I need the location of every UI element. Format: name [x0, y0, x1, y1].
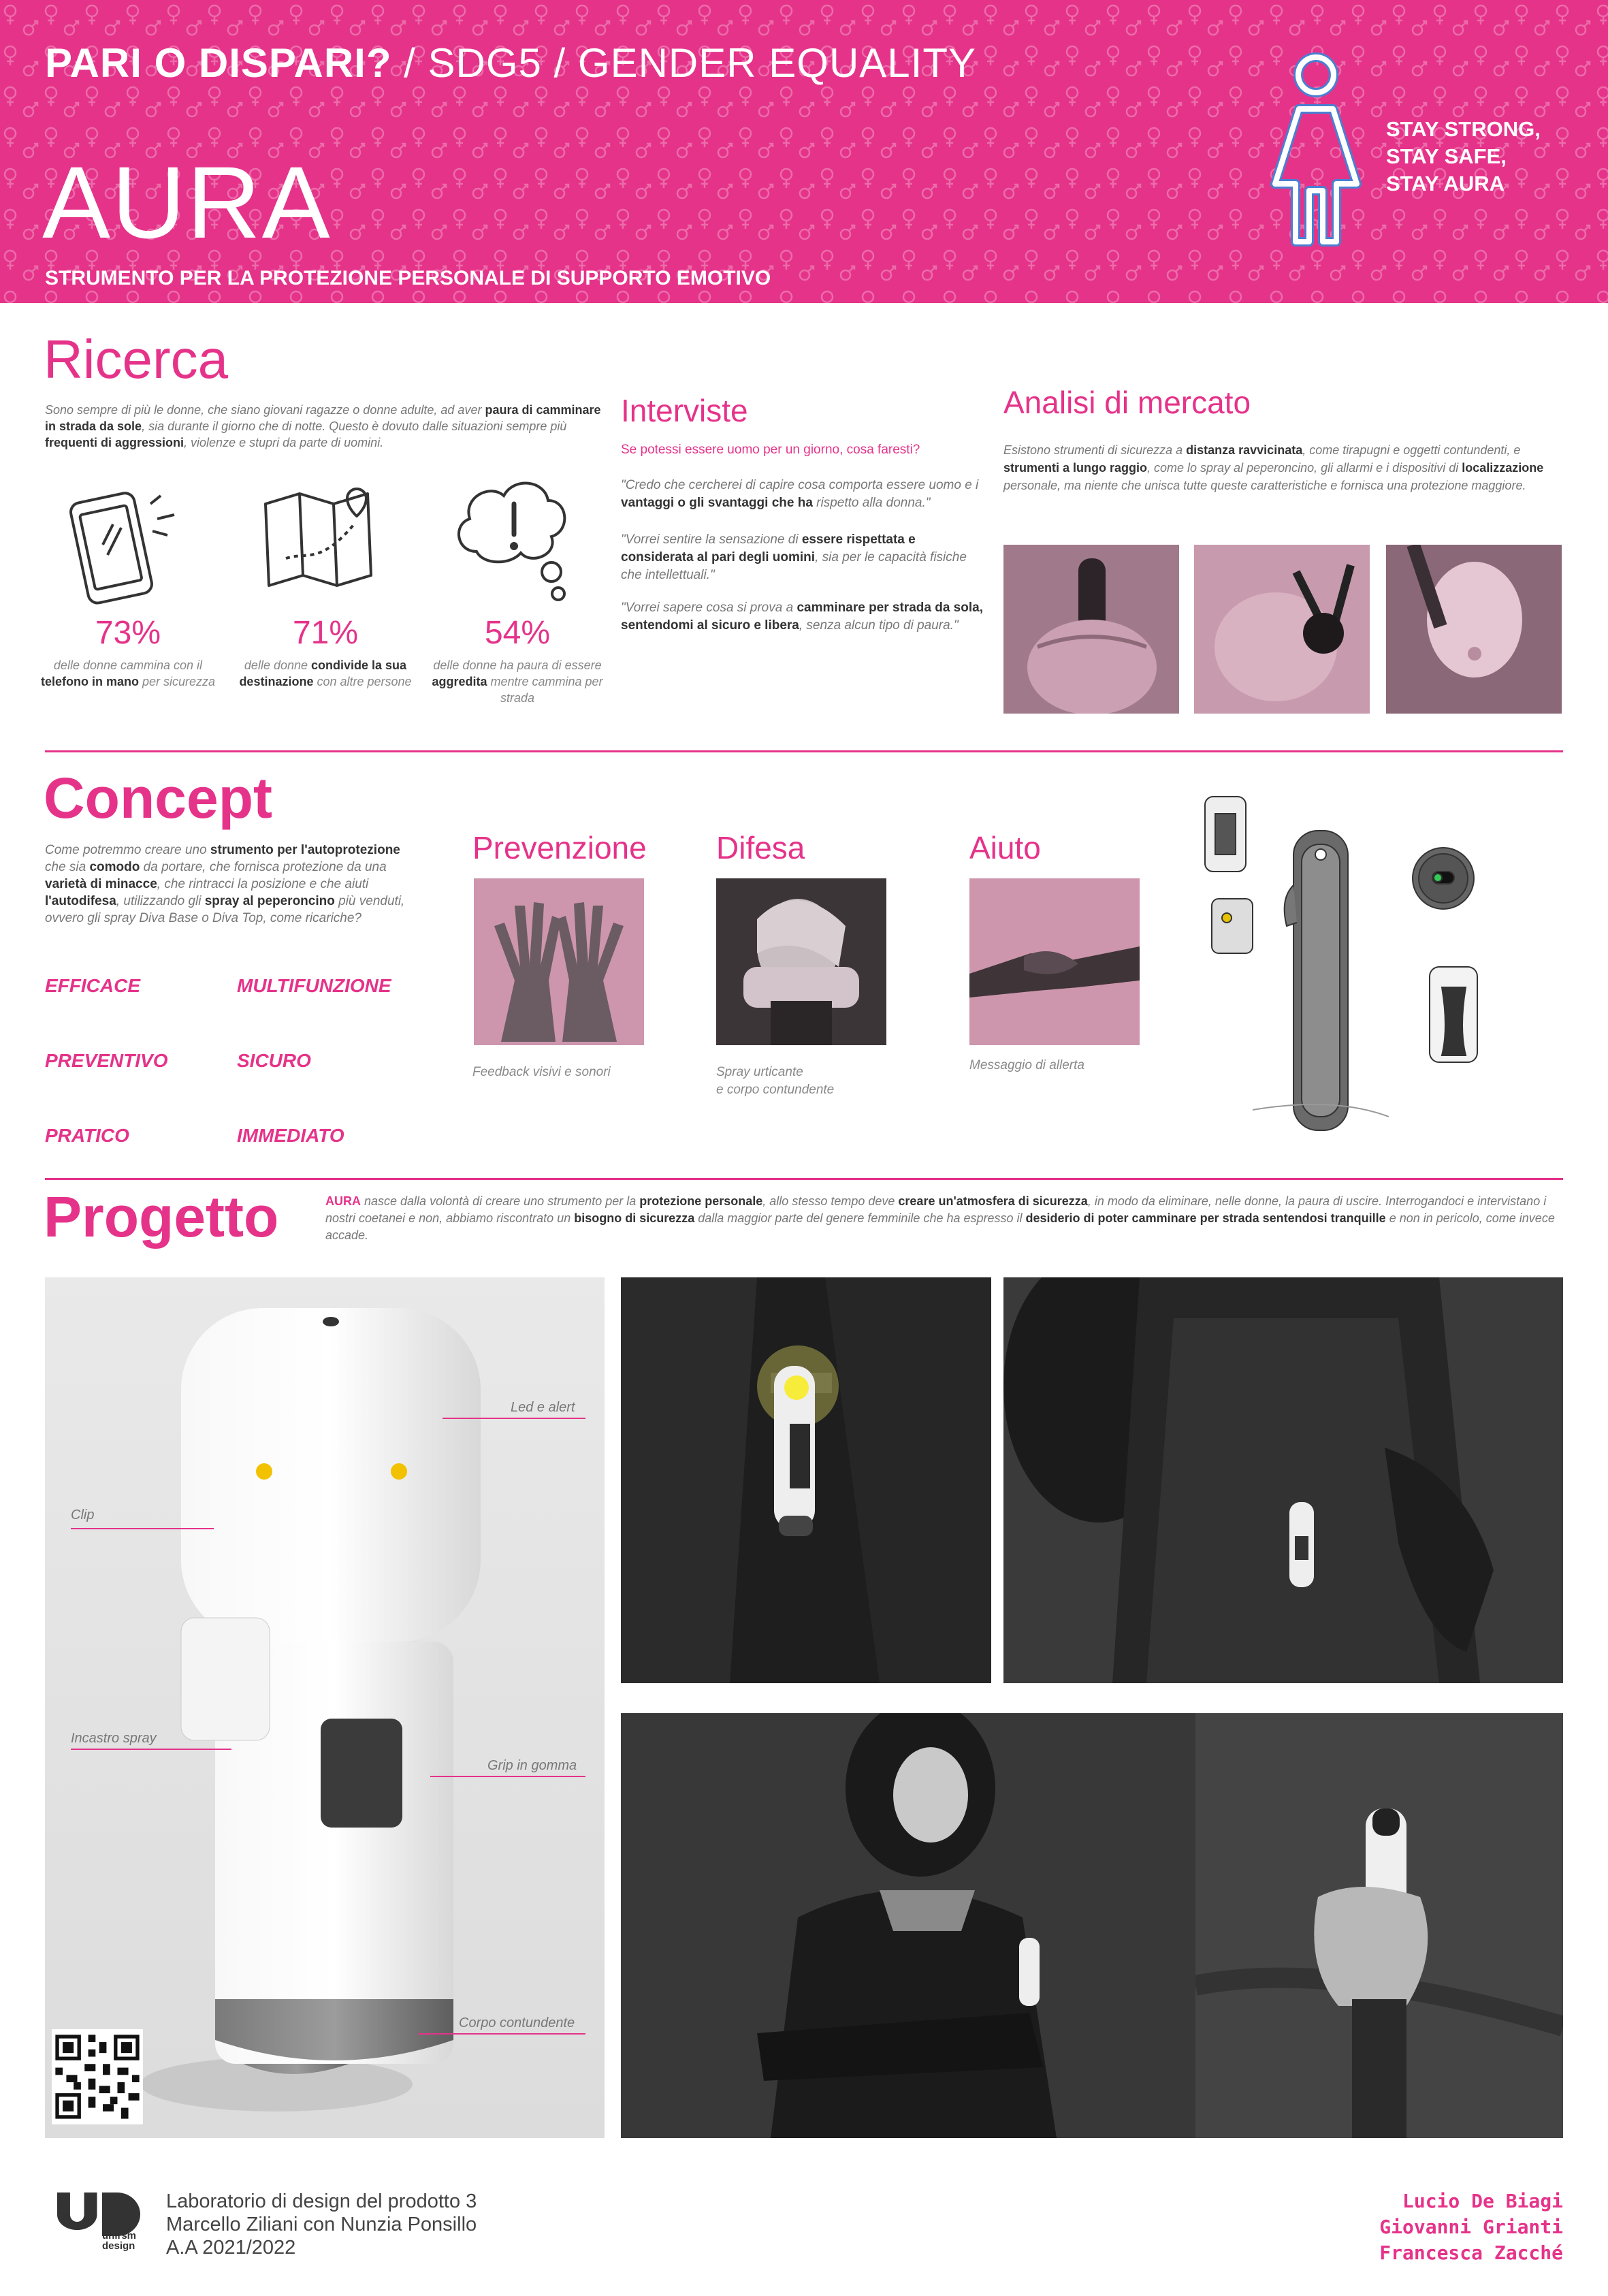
label-corpo: Corpo contundente [459, 2015, 575, 2030]
product-sketch [1185, 783, 1566, 1137]
pillar-title-difesa: Difesa [716, 830, 805, 865]
stat-destination [237, 614, 414, 690]
section-title-progetto: Progetto [44, 1185, 279, 1249]
label-led: Led e alert [511, 1400, 575, 1415]
page-title: AURA [42, 145, 332, 259]
section-divider [45, 750, 1563, 752]
progetto-description: AURA nasce dalla volontà di creare uno strumento per la protezione personale, allo stesso tempo deve creare un'atmosfera di sicurezza, in modo da eliminare, nelle donne, la paura di uscire. Interrogandoci e intervistano i nostri coetanei e non, abbiamo riscontrato un bisogno di sicurezza dalla maggior parte del genere femminile che ha espresso il desiderio di poter camminare per strada sentendosi tranquille e non in pericolo, come invece accade. [325, 1194, 1555, 1242]
label-incastro: Incastro spray [71, 1731, 157, 1746]
label-line [71, 1749, 231, 1750]
market-photo-cat-keychain [1194, 545, 1370, 714]
section-title-concept: Concept [44, 766, 272, 830]
map-icon [259, 483, 381, 592]
mercato-title: Analisi di mercato [1003, 385, 1251, 420]
label-grip: Grip in gomma [487, 1758, 577, 1773]
keyword-efficace: EFFICACE [45, 975, 140, 996]
section-divider [45, 1178, 1563, 1180]
section-title-ricerca: Ricerca [44, 329, 229, 389]
interview-quote-2: "Vorrei sentire la sensazione di essere rispettata e considerata al pari degli uomini, sia per le capacità fisiche che intellettuali." [621, 532, 967, 582]
photo-backpack-device [621, 1277, 991, 1683]
stat-caption: delle donne condivide la sua destinazione con altre persone [239, 658, 412, 688]
stat-caption: delle donne cammina con il telefono in mano per sicurezza [40, 658, 216, 688]
pillar-title-aiuto: Aiuto [969, 830, 1041, 865]
footer-credits: Laboratorio di design del prodotto 3 Marcello Ziliani con Nunzia Ponsillo A.A 2021/2022 [166, 2190, 477, 2259]
keyword-immediato: IMMEDIATO [237, 1125, 344, 1146]
product-render-panel [45, 1277, 605, 2138]
photo-woman-profile [621, 1713, 1195, 2138]
thought-cloud-exclamation-icon [449, 470, 572, 613]
label-clip: Clip [71, 1508, 95, 1522]
interview-quote-3: "Vorrei sapere cosa si prova a camminare per strada da sola, sentendomi al sicuro e libera, senza alcun tipo di paura." [621, 601, 983, 633]
stat-caption: delle donne ha paura di essere aggredita mentre cammina per strada [432, 658, 603, 705]
label-line [443, 1418, 585, 1419]
woman-figure-icon [1265, 48, 1367, 252]
label-line [71, 1528, 214, 1529]
slogan-line-3: STAY AURA [1386, 172, 1505, 195]
pillar-photo-gloves [474, 878, 644, 1045]
ricerca-intro: Sono sempre di più le donne, che siano giovani ragazze o donne adulte, ad aver paura di camminare in strada da sole, sia durante il giorno che di notte. Questo è dovuto dalle situazioni sempre più frequenti di aggressioni, violenze e stupri da parte di uomini. [45, 403, 601, 449]
photo-woman-torso-device [1003, 1277, 1563, 1683]
pillar-photo-defense [716, 878, 886, 1045]
ud-logo-text: unirsm design [102, 2230, 137, 2252]
market-photo-knuckle-tool [1003, 545, 1179, 714]
photo-hand-holding-device [1195, 1713, 1563, 2138]
keyword-preventivo: PREVENTIVO [45, 1050, 168, 1071]
stat-value: 71% [292, 615, 359, 651]
keyword-pratico: PRATICO [45, 1125, 129, 1146]
header-banner [0, 0, 1608, 303]
keyword-multifunzione: MULTIFUNZIONE [237, 975, 391, 996]
stat-value: 73% [95, 615, 161, 651]
pillar-photo-handshake [969, 878, 1140, 1045]
mercato-text: Esistono strumenti di sicurezza a distanza ravvicinata, come tirapugni e oggetti contundenti, e strumenti a lungo raggio, come lo spray al peperoncino, gli allarmi e i dispositivi di localizzazione personale, ma niente che unisca tutte queste caratteristiche e fornisca una protezione maggiore. [1003, 443, 1544, 492]
interview-question: Se potessi essere uomo per un giorno, cosa faresti? [621, 443, 920, 457]
market-photo-alarm-device [1386, 545, 1562, 714]
stat-aggression [429, 614, 606, 706]
pillar-caption-difesa: Spray urticante e corpo contundente [716, 1065, 835, 1097]
qr-code[interactable] [52, 2029, 143, 2124]
qr-code-icon [52, 2029, 143, 2124]
slogan-line-1: STAY STRONG, [1386, 117, 1541, 141]
interviste-title: Interviste [621, 393, 748, 428]
pillar-caption-prevenzione: Feedback visivi e sonori [472, 1065, 611, 1079]
concept-intro: Come potremmo creare uno strumento per l'autoprotezione che sia comodo da portare, che fornisca protezione da una varietà di minacce, che rintracci la posizione e che aiuti l'autodifesa, utilizzando gli spray al peperoncino più venduti, ovvero gli spray Diva Base o Diva Top, come ricariche? [45, 843, 405, 925]
phone-icon [65, 477, 188, 606]
stat-phone [39, 614, 216, 690]
label-line [430, 1776, 585, 1777]
stat-value: 54% [484, 615, 551, 651]
interview-quote-1: "Credo che cercherei di capire cosa comporta essere uomo e i vantaggi o gli svantaggi che ha rispetto alla donna." [621, 478, 979, 510]
slogan-line-2: STAY SAFE, [1386, 144, 1507, 168]
keyword-sicuro: SICURO [237, 1050, 311, 1071]
header-kicker: PARI O DISPARI? / SDG5 / GENDER EQUALITY [45, 40, 977, 86]
pillar-title-prevenzione: Prevenzione [472, 830, 647, 865]
pillar-caption-aiuto: Messaggio di allerta [969, 1058, 1084, 1072]
authors: Lucio De Biagi Giovanni Grianti Francesca Zacché [1379, 2190, 1563, 2264]
page-subtitle: STRUMENTO PER LA PROTEZIONE PERSONALE DI SUPPORTO EMOTIVO [45, 267, 771, 289]
label-line [418, 2033, 585, 2035]
